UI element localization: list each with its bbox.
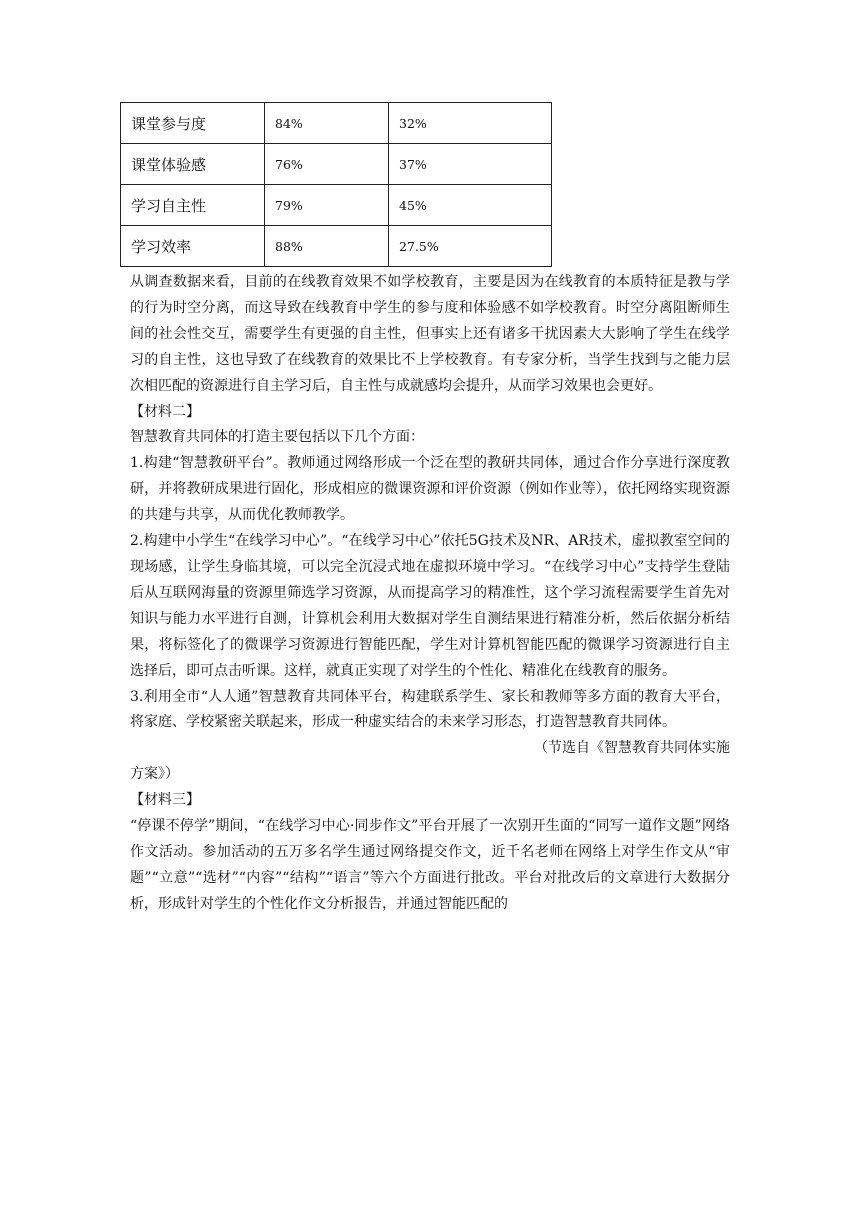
table-row — [121, 144, 552, 185]
article-body — [130, 270, 730, 918]
table-cell: 84% — [265, 103, 389, 144]
table-row — [121, 226, 552, 267]
table-row — [121, 103, 552, 144]
material2-item-1: 1.构建“智慧教研平台”。教师通过网络形成一个泛在型的教研共同体，通过合作分享进行深度教研，并将教研成果进行固化，形成相应的微课资源和评价资源（例如作业等），依托网络实现资源的共建与共享，从而优化教师教学。 — [130, 455, 730, 524]
material2-item-2: 2.构建中小学生“在线学习中心”。“在线学习中心”依托5G技术及NR、AR技术，虚拟教室空间的现场感，让学生身临其境，可以完全沉浸式地在虚拟环境中学习。“在线学习中心”支持学生登陆后从互联网海量的资源里筛选学习资源，从而提高学习的精准性，这个学习流程需要学生首先对知识与能力水平进行自测，计算机会利用大数据对学生自测结果进行精准分析，然后依据分析结果，将标签化了的微课学习资源进行智能匹配，学生对计算机智能匹配的微课学习资源进行自主选择后，即可点击听课。这样，就真正实现了对学生的个性化、精准化在线教育的服务。 — [130, 533, 730, 679]
table-cell: 32% — [389, 103, 552, 144]
table-cell: 76% — [265, 144, 389, 185]
material3-paragraph: “停课不停学”期间，“在线学习中心·同步作文”平台开展了一次别开生面的“同写一道作文题”网络作文活动。参加活动的五万多名学生通过网络提交作文，近千名老师在网络上对学生作文从“审题”“立意”“选材”“内容”“结构”“语言”等六个方面进行批改。平台对批改后的文章进行大数据分析，形成针对学生的个性化作文分析报告，并通过智能匹配的 — [130, 818, 730, 912]
table-cell: 37% — [389, 144, 552, 185]
material2-item-3: 3.利用全市“人人通”智慧教育共同体平台，构建联系学生、家长和教师等多方面的教育大平台，将家庭、学校紧密关联起来，形成一种虚实结合的未来学习形态，打造智慧教育共同体。 — [130, 688, 730, 731]
table-cell: 学习效率 — [121, 226, 265, 267]
table-cell: 45% — [389, 185, 552, 226]
table-cell: 课堂参与度 — [121, 103, 265, 144]
table-row — [121, 185, 552, 226]
table-cell: 27.5% — [389, 226, 552, 267]
survey-table — [120, 102, 552, 267]
material3-heading: 【材料三】 — [130, 792, 200, 809]
table-cell: 79% — [265, 185, 389, 226]
table-cell: 学习自主性 — [121, 185, 265, 226]
source-citation-cont: 方案》） — [130, 766, 179, 783]
table-cell: 88% — [265, 226, 389, 267]
material1-paragraph: 从调查数据来看，目前的在线教育效果不如学校教育，主要是因为在线教育的本质特征是教与学的行为时空分离，而这导致在线教育中学生的参与度和体验感不如学校教育。时空分离阻断师生间的社会性交互，需要学生有更强的自主性，但事实上还有诸多干扰因素大大影响了学生在线学习的自主性，这也导致了在线教育的效果比不上学校教育。有专家分析，当学生找到与之能力层次相匹配的资源进行自主学习后，自主性与成就感均会提升，从而学习效果也会更好。 — [130, 274, 730, 394]
table-cell: 课堂体验感 — [121, 144, 265, 185]
material2-intro: 智慧教育共同体的打造主要包括以下几个方面： — [130, 429, 424, 446]
source-citation: （节选自《智慧教育共同体实施 — [534, 740, 730, 757]
material2-heading: 【材料二】 — [130, 403, 200, 420]
